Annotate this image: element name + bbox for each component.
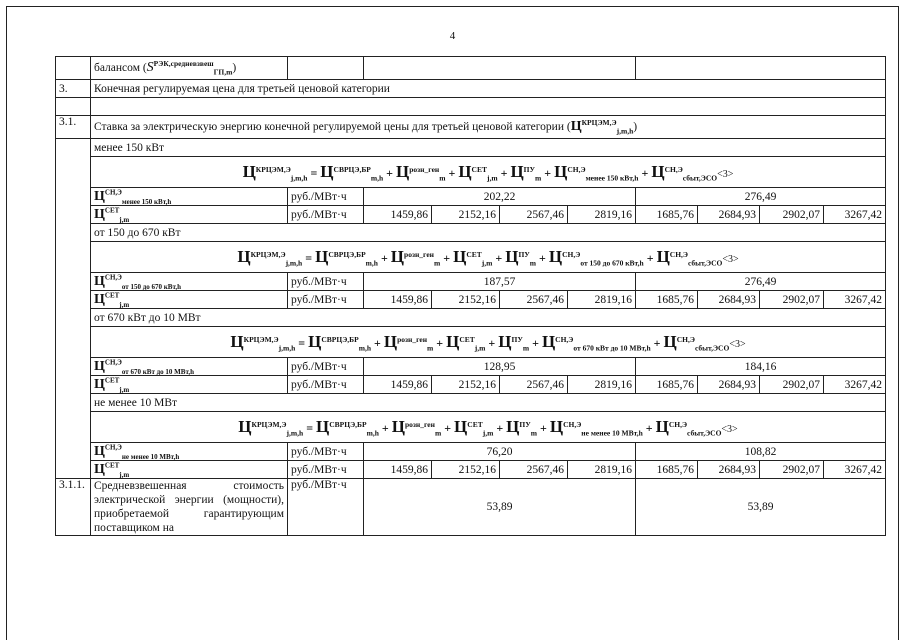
set-row <box>56 376 886 394</box>
group-label-row <box>56 224 886 242</box>
section-number: 3. <box>56 80 91 98</box>
group-label-row <box>56 394 886 412</box>
set-value: 2902,07 <box>760 461 824 479</box>
cn-value-right: 276,49 <box>636 273 886 291</box>
s-symbol: S <box>146 60 154 75</box>
cn-value-right: 184,16 <box>636 358 886 376</box>
cell-empty <box>56 376 91 394</box>
rate-symbol: Ц <box>570 119 582 134</box>
cn-symbol: $Ц^{СН,Э}_{от 670 кВт до 10 МВт,h}$ <box>91 358 288 376</box>
unit-cell: руб./МВт·ч <box>288 273 364 291</box>
section-title <box>91 116 886 139</box>
cn-symbol: $Ц^{СН,Э}_{не менее 10 МВт,h}$ <box>91 443 288 461</box>
cell-empty <box>56 206 91 224</box>
cn-symbol: $Ц^{СН,Э}_{менее 150 кВт,h}$ <box>91 188 288 206</box>
balance-row <box>56 57 886 80</box>
row-unit: руб./МВт·ч <box>288 479 364 536</box>
cn-value-left: 76,20 <box>364 443 636 461</box>
set-value: 2152,16 <box>432 291 500 309</box>
set-value: 2152,16 <box>432 376 500 394</box>
group-label: менее 150 кВт <box>91 139 886 157</box>
rate-formula: $Ц^{КРЦЭМ,Э}_{j,m,h} = Ц^{СВРЦЭ,БР}_{m,h} + Ц^{розн\_ген}_m + Ц^{СЕТ}_{j,m} + Ц^{ПУ}_m + Ц^{СН,Э}_{не менее 10 МВт,h} + Ц^{СН,Э}_{сбыт,ЭСО}<3>$ <box>91 412 886 443</box>
formula-row <box>56 327 886 358</box>
set-value: 2152,16 <box>432 461 500 479</box>
set-symbol: $Ц^{СЕТ}_{j,m}$ <box>91 291 288 309</box>
tariff-table <box>55 56 886 536</box>
spacer-row <box>56 98 886 116</box>
cell-empty <box>56 443 91 461</box>
cell-empty <box>56 394 91 412</box>
cn-row <box>56 358 886 376</box>
set-value: 2902,07 <box>760 291 824 309</box>
set-value: 2819,16 <box>568 206 636 224</box>
set-value: 2819,16 <box>568 461 636 479</box>
balance-text: балансом ( <box>94 62 147 74</box>
unit-cell: руб./МВт·ч <box>288 358 364 376</box>
set-value: 3267,42 <box>824 376 886 394</box>
section-title-text: Ставка за электрическую энергию конечной регулируемой цены для третьей ценовой категории ( <box>94 121 571 133</box>
cn-row <box>56 188 886 206</box>
value-right: 53,89 <box>636 479 886 536</box>
cell-empty <box>91 98 886 116</box>
set-value: 2567,46 <box>500 291 568 309</box>
formula-row <box>56 412 886 443</box>
set-value: 2819,16 <box>568 376 636 394</box>
set-value: 3267,42 <box>824 206 886 224</box>
cell-empty <box>56 412 91 443</box>
consumer-groups <box>56 139 886 479</box>
cn-value-right: 276,49 <box>636 188 886 206</box>
page-number: 4 <box>449 30 456 42</box>
cell-empty <box>56 242 91 273</box>
cn-row <box>56 273 886 291</box>
section-number: 3.1. <box>56 116 91 139</box>
cell-empty <box>288 57 364 80</box>
set-value: 2684,93 <box>698 206 760 224</box>
set-value: 3267,42 <box>824 291 886 309</box>
value-left: 53,89 <box>364 479 636 536</box>
balance-label <box>91 57 288 80</box>
row-3-1-1 <box>56 479 886 536</box>
cell-empty <box>56 98 91 116</box>
formula-note: <3> <box>729 339 746 350</box>
row-number: 3.1.1. <box>56 479 91 536</box>
set-value: 2567,46 <box>500 206 568 224</box>
cell-empty <box>56 57 91 80</box>
set-symbol: $Ц^{СЕТ}_{j,m}$ <box>91 376 288 394</box>
set-value: 1459,86 <box>364 291 432 309</box>
cn-value-left: 202,22 <box>364 188 636 206</box>
cell-empty <box>56 139 91 157</box>
set-symbol: $Ц^{СЕТ}_{j,m}$ <box>91 206 288 224</box>
set-value: 2684,93 <box>698 376 760 394</box>
s-sub: ГП,m <box>213 67 233 77</box>
cell-empty <box>364 57 636 80</box>
cell-empty <box>56 461 91 479</box>
rate-sup: КРЦЭМ,Э <box>581 118 617 128</box>
unit-cell: руб./МВт·ч <box>288 376 364 394</box>
set-value: 1685,76 <box>636 376 698 394</box>
section-title: Конечная регулируемая цена для третьей ценовой категории <box>91 80 886 98</box>
set-symbol: $Ц^{СЕТ}_{j,m}$ <box>91 461 288 479</box>
formula-note: <3> <box>721 424 738 435</box>
unit-cell: руб./МВт·ч <box>288 443 364 461</box>
rate-formula: $Ц^{КРЦЭМ,Э}_{j,m,h} = Ц^{СВРЦЭ,БР}_{m,h} + Ц^{розн\_ген}_m + Ц^{СЕТ}_{j,m} + Ц^{ПУ}_m + Ц^{СН,Э}_{менее 150 кВт,h} + Ц^{СН,Э}_{сбыт,ЭСО}<3>$ <box>91 157 886 188</box>
group-label-row <box>56 309 886 327</box>
cell-empty <box>56 358 91 376</box>
cn-value-right: 108,82 <box>636 443 886 461</box>
cell-empty <box>56 224 91 242</box>
section-3-1-row <box>56 116 886 139</box>
cn-row <box>56 443 886 461</box>
cell-empty <box>56 327 91 358</box>
group-label: от 150 до 670 кВт <box>91 224 886 242</box>
rate-formula: $Ц^{КРЦЭМ,Э}_{j,m,h} = Ц^{СВРЦЭ,БР}_{m,h} + Ц^{розн\_ген}_m + Ц^{СЕТ}_{j,m} + Ц^{ПУ}_m + Ц^{СН,Э}_{от 670 кВт до 10 МВт,h} + Ц^{СН,Э}_{сбыт,ЭСО}<3>$ <box>91 327 886 358</box>
cell-empty <box>56 309 91 327</box>
set-row <box>56 206 886 224</box>
unit-cell: руб./МВт·ч <box>288 206 364 224</box>
unit-cell: руб./МВт·ч <box>288 291 364 309</box>
set-value: 1685,76 <box>636 206 698 224</box>
set-value: 1685,76 <box>636 461 698 479</box>
cell-empty <box>56 291 91 309</box>
set-value: 2567,46 <box>500 461 568 479</box>
cn-value-left: 187,57 <box>364 273 636 291</box>
cell-empty <box>636 57 886 80</box>
rate-formula: $Ц^{КРЦЭМ,Э}_{j,m,h} = Ц^{СВРЦЭ,БР}_{m,h} + Ц^{розн\_ген}_m + Ц^{СЕТ}_{j,m} + Ц^{ПУ}_m + Ц^{СН,Э}_{от 150 до 670 кВт,h} + Ц^{СН,Э}_{сбыт,ЭСО}<3>$ <box>91 242 886 273</box>
set-value: 2819,16 <box>568 291 636 309</box>
set-value: 2684,93 <box>698 461 760 479</box>
balance-close: ) <box>232 62 237 74</box>
cell-empty <box>56 157 91 188</box>
unit-cell: руб./МВт·ч <box>288 461 364 479</box>
set-value: 1685,76 <box>636 291 698 309</box>
set-row <box>56 291 886 309</box>
group-label: от 670 кВт до 10 МВт <box>91 309 886 327</box>
section-title-close: ) <box>633 121 638 133</box>
unit-cell: руб./МВт·ч <box>288 188 364 206</box>
cn-symbol: $Ц^{СН,Э}_{от 150 до 670 кВт,h}$ <box>91 273 288 291</box>
s-sup: РЭК,средневзвеш <box>153 59 214 69</box>
section-3-row <box>56 80 886 98</box>
set-value: 2152,16 <box>432 206 500 224</box>
cell-empty <box>56 273 91 291</box>
set-value: 2684,93 <box>698 291 760 309</box>
set-value: 1459,86 <box>364 206 432 224</box>
set-row <box>56 461 886 479</box>
set-value: 2902,07 <box>760 376 824 394</box>
set-value: 1459,86 <box>364 461 432 479</box>
rate-sub: j,m,h <box>616 126 634 136</box>
formula-note: <3> <box>717 169 734 180</box>
set-value: 2902,07 <box>760 206 824 224</box>
set-value: 3267,42 <box>824 461 886 479</box>
set-value: 1459,86 <box>364 376 432 394</box>
cn-value-left: 128,95 <box>364 358 636 376</box>
formula-note: <3> <box>722 254 739 265</box>
formula-row <box>56 157 886 188</box>
formula-row <box>56 242 886 273</box>
group-label: не менее 10 МВт <box>91 394 886 412</box>
set-value: 2567,46 <box>500 376 568 394</box>
row-description: Средневзвешенная стоимость электрической энергии (мощности), приобретаемой гарантирующим поставщиком на <box>91 479 288 536</box>
group-label-row <box>56 139 886 157</box>
cell-empty <box>56 188 91 206</box>
